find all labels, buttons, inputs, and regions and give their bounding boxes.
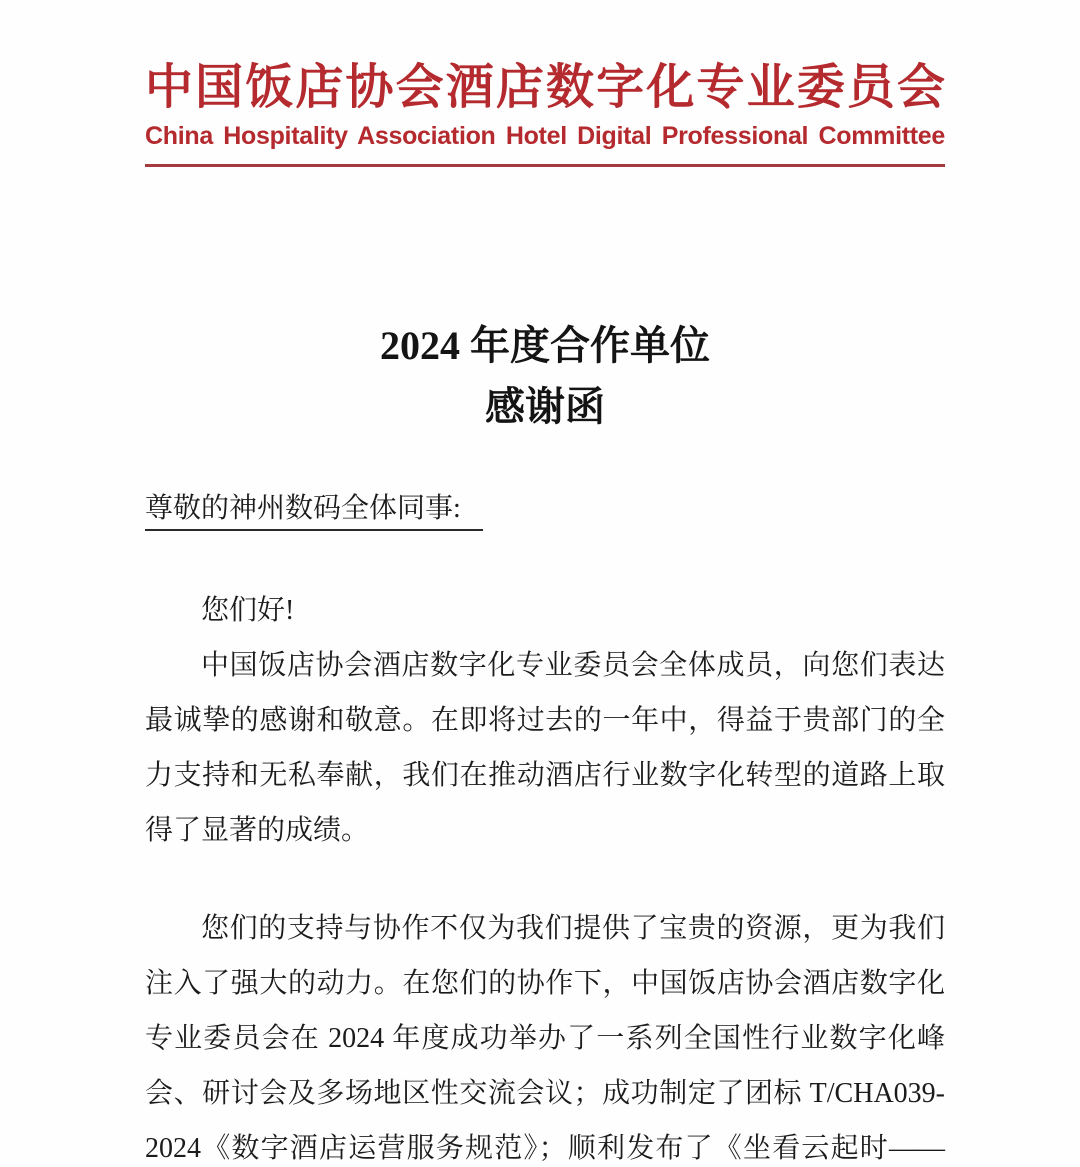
salutation-text: 尊敬的神州数码全体同事: [145,491,483,531]
letterhead-rule [145,164,945,167]
title-line-1: 2024 年度合作单位 [380,323,710,368]
title-line-2: 感谢函 [485,384,605,429]
letter-line: 会、研讨会及多场地区性交流会议；成功制定了团标 T/CHA039- [145,1078,945,1109]
letter-line: 您们的支持与协作不仅为我们提供了宝贵的资源，更为我们 [201,913,945,944]
greeting-line: 您们好! [201,595,295,626]
org-name-english: China Hospitality Association Hotel Digital Professional Committee [145,122,945,150]
org-name-chinese: 中国饭店协会酒店数字化专业委员会 [145,61,945,114]
letter-line: 中国饭店协会酒店数字化专业委员会全体成员，向您们表达 [201,650,945,681]
letter-line: 力支持和无私奉献，我们在推动酒店行业数字化转型的道路上取 [145,760,945,791]
letter-title [145,315,945,437]
salutation [145,491,945,531]
letter-line: 最诚挚的感谢和敬意。在即将过去的一年中，得益于贵部门的全 [145,705,945,736]
letter-line: 得了显著的成绩。 [145,815,370,846]
letter-line: 专业委员会在 2024 年度成功举办了一系列全国性行业数字化峰 [145,1023,945,1054]
letterhead [145,62,945,167]
letter-content [145,62,945,1167]
letter-body [145,583,945,1167]
letter-line: 2024《数字酒店运营服务规范》；顺利发布了《坐看云起时—— [145,1133,945,1164]
letter-line: 注入了强大的动力。在您们的协作下，中国饭店协会酒店数字化 [145,968,945,999]
